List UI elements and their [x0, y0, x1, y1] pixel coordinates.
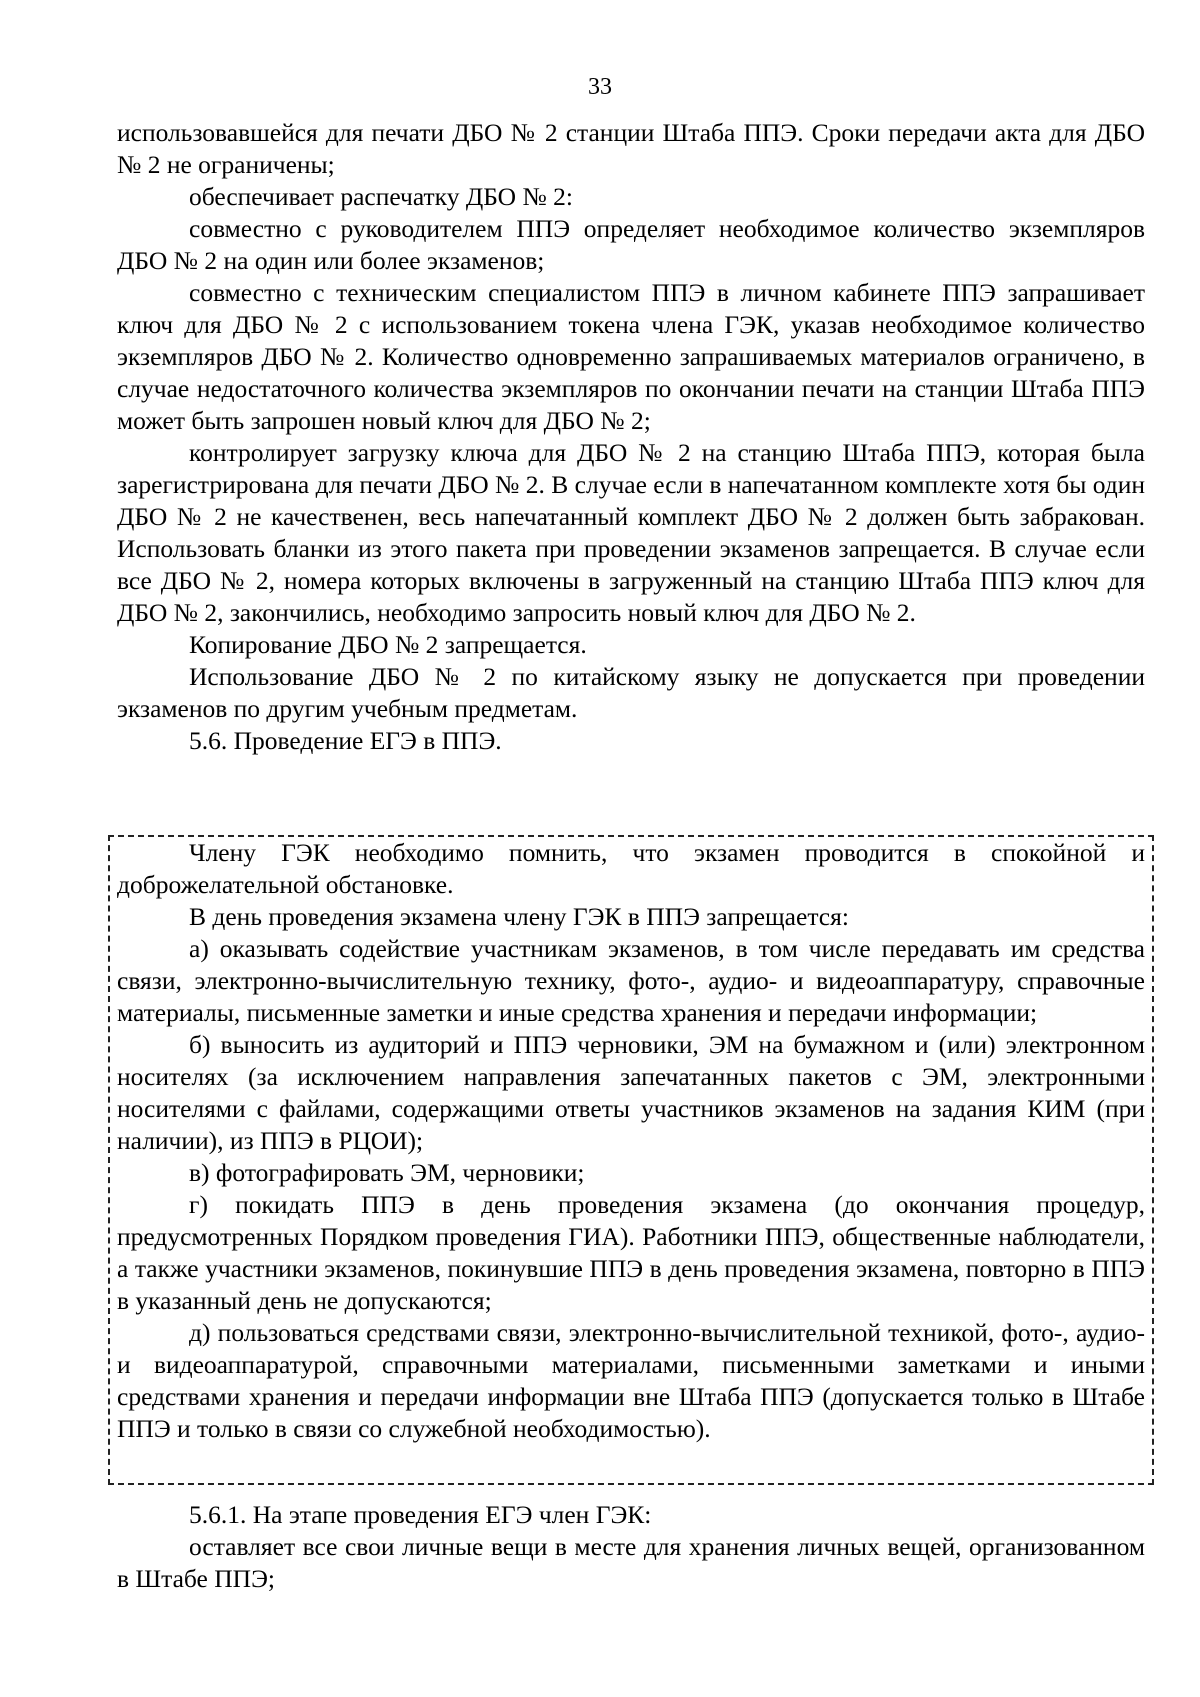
paragraph-calm-atmosphere: Члену ГЭК необходимо помнить, что экзамен проводится в спокойной и доброжелательной обстановке.	[117, 838, 1145, 899]
text-after-box	[117, 1499, 1145, 1595]
list-item-d: д) пользоваться средствами связи, электронно-вычислительной техникой, фото-, аудио- и видеоаппаратурой, справочными материалами, письменными заметками и иными средствами хранения и передачи информации вне Штаба ППЭ (допускается только в Штабе ППЭ и только в связи со служебной необходимостью).	[117, 1318, 1145, 1443]
framed-text	[117, 837, 1145, 1445]
list-item-b: б) выносить из аудиторий и ППЭ черновики, ЭМ на бумажном и (или) электронном носителях (за исключением направления запечатанных пакетов с ЭМ, электронными носителями с файлами, содержащими ответы участников экзаменов на задания КИМ (при наличии), из ППЭ в РЦОИ);	[117, 1030, 1145, 1155]
paragraph-personal-items: оставляет все свои личные вещи в месте для хранения личных вещей, организованном в Штабе ППЭ;	[117, 1532, 1145, 1593]
section-heading-5-6: 5.6. Проведение ЕГЭ в ППЭ.	[189, 726, 502, 755]
paragraph-copies-count: совместно с руководителем ППЭ определяет необходимое количество экземпляров ДБО № 2 на один или более экзаменов;	[117, 214, 1145, 275]
list-item-g: г) покидать ППЭ в день проведения экзамена (до окончания процедур, предусмотренных Порядком проведения ГИА). Работники ППЭ, общественные наблюдатели, а также участники экзаменов, покинувшие ППЭ в день проведения экзамена, повторно в ППЭ в указанный день не допускаются;	[117, 1190, 1145, 1315]
paragraph-request-key: совместно с техническим специалистом ППЭ в личном кабинете ППЭ запрашивает ключ для ДБО № 2 с использованием токена члена ГЭК, указав необходимое количество экземпляров ДБО № 2. Количество одновременно запрашиваемых материалов ограничено, в случае недостаточного количества экземпляров по окончании печати на станции Штаба ППЭ может быть запрошен новый ключ для ДБО № 2;	[117, 278, 1145, 435]
paragraph-print-dbo: обеспечивает распечатку ДБО № 2:	[189, 182, 574, 211]
dashed-frame	[108, 835, 1154, 1485]
text-before-box	[117, 117, 1145, 757]
list-item-a: а) оказывать содействие участникам экзаменов, в том числе передавать им средства связи, электронно-вычислительную технику, фото-, аудио- и видеоаппаратуру, справочные материалы, письменные заметки и иные средства хранения и передачи информации;	[117, 934, 1145, 1027]
list-item-v: в) фотографировать ЭМ, черновики;	[189, 1158, 585, 1187]
paragraph-control-key: контролирует загрузку ключа для ДБО № 2 на станцию Штаба ППЭ, которая была зарегистрирована для печати ДБО № 2. В случае если в напечатанном комплекте хотя бы один ДБО № 2 не качественен, весь напечатанный комплект ДБО № 2 должен быть забракован. Использовать бланки из этого пакета при проведении экзаменов запрещается. В случае если все ДБО № 2, номера которых включены в загруженный на станцию Штаба ППЭ ключ для ДБО № 2, закончились, необходимо запросить новый ключ для ДБО № 2.	[117, 438, 1145, 627]
paragraph-chinese-language: Использование ДБО № 2 по китайскому языку не допускается при проведении экзаменов по другим учебным предметам.	[117, 662, 1145, 723]
paragraph-prohibitions-intro: В день проведения экзамена члену ГЭК в ППЭ запрещается:	[189, 902, 849, 931]
page-number: 33	[588, 74, 612, 100]
section-heading-5-6-1: 5.6.1. На этапе проведения ЕГЭ член ГЭК:	[189, 1500, 652, 1529]
paragraph-continuation: использовавшейся для печати ДБО № 2 станции Штаба ППЭ. Сроки передачи акта для ДБО № 2 не ограничены;	[117, 118, 1145, 179]
paragraph-copy-forbidden: Копирование ДБО № 2 запрещается.	[189, 630, 587, 659]
